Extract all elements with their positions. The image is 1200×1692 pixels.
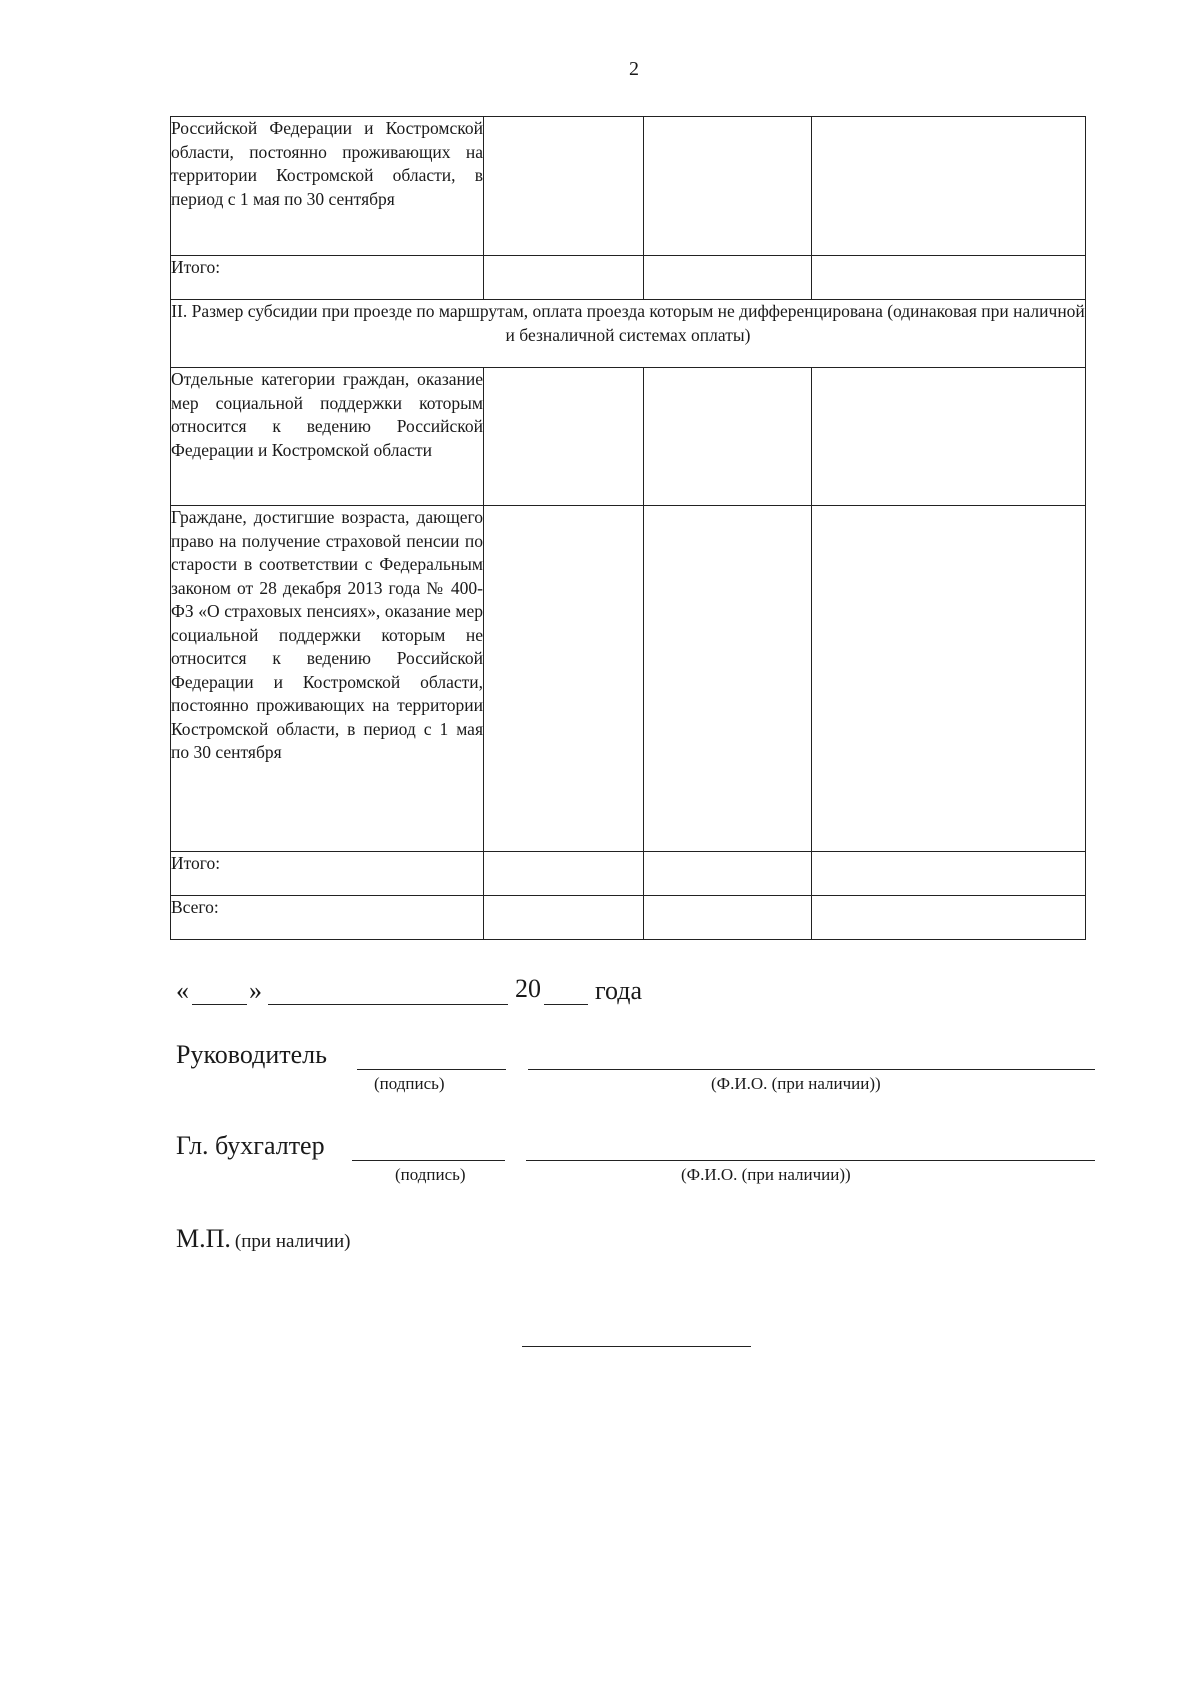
table-cell <box>644 506 812 852</box>
table-cell <box>812 256 1086 300</box>
table-cell <box>812 506 1086 852</box>
table-cell <box>812 368 1086 506</box>
table-cell <box>644 117 812 256</box>
head-signature-caption: (подпись) <box>374 1074 445 1093</box>
table-cell <box>484 896 644 940</box>
row-label-pensioners: Граждане, достигшие возраста, дающего право на получение страховой пенсии по старости в соответствии с Федеральным законом от 28 декабря 2013 года № 400-ФЗ «О страховых пенсиях», оказание мер социальной поддержки которым не относится к ведению Российской Федерации и Костромской области, постоянно проживающих на территории Костромской области, в период с 1 мая по 30 сентября <box>171 506 484 852</box>
row-label-itogo: Итого: <box>171 852 484 896</box>
year-prefix: 20 <box>515 974 541 1003</box>
row-label-continued: Российской Федерации и Костромской области, постоянно проживающих на территории Костромской области, в период с 1 мая по 30 сентября <box>171 117 484 256</box>
table-cell <box>812 852 1086 896</box>
accountant-name-caption: (Ф.И.О. (при наличии)) <box>681 1165 851 1184</box>
table-cell <box>484 256 644 300</box>
table-cell <box>484 368 644 506</box>
accountant-name-line <box>526 1160 1095 1161</box>
stamp-label: М.П. <box>176 1224 231 1253</box>
table-row <box>171 852 1086 896</box>
month-blank-line <box>268 1004 508 1005</box>
table-row <box>171 256 1086 300</box>
table-cell <box>644 896 812 940</box>
table-cell <box>644 852 812 896</box>
end-separator-line <box>522 1346 751 1347</box>
row-label-itogo: Итого: <box>171 256 484 300</box>
table-row <box>171 368 1086 506</box>
table-cell <box>644 256 812 300</box>
head-name-line <box>528 1069 1095 1070</box>
head-name-caption: (Ф.И.О. (при наличии)) <box>711 1074 881 1093</box>
subsidy-table <box>170 116 1086 940</box>
table-row <box>171 300 1086 368</box>
table-cell <box>484 852 644 896</box>
accountant-label: Гл. бухгалтер <box>176 1131 325 1160</box>
year-suffix: года <box>595 976 643 1005</box>
table-row <box>171 117 1086 256</box>
table-cell <box>484 117 644 256</box>
table-row <box>171 506 1086 852</box>
table-row <box>171 896 1086 940</box>
page-number: 2 <box>629 58 639 80</box>
accountant-signature-caption: (подпись) <box>395 1165 466 1184</box>
table-cell <box>812 117 1086 256</box>
year-blank-line <box>544 1004 588 1005</box>
row-label-vsego: Всего: <box>171 896 484 940</box>
date-open-quote: « <box>176 976 189 1005</box>
accountant-signature-line <box>352 1160 505 1161</box>
head-label: Руководитель <box>176 1040 327 1069</box>
section-heading: II. Размер субсидии при проезде по маршрутам, оплата проезда которым не дифференцирована (одинаковая при наличной и безналичной системах оплаты) <box>171 300 1086 368</box>
row-label-category: Отдельные категории граждан, оказание мер социальной поддержки которым относится к ведению Российской Федерации и Костромской области <box>171 368 484 506</box>
table-cell <box>484 506 644 852</box>
table-cell <box>812 896 1086 940</box>
day-blank-line <box>192 1004 247 1005</box>
table-cell <box>644 368 812 506</box>
head-signature-line <box>357 1069 506 1070</box>
stamp-place <box>176 1224 350 1254</box>
stamp-note: (при наличии) <box>234 1231 351 1252</box>
date-close-quote: » <box>249 976 262 1005</box>
